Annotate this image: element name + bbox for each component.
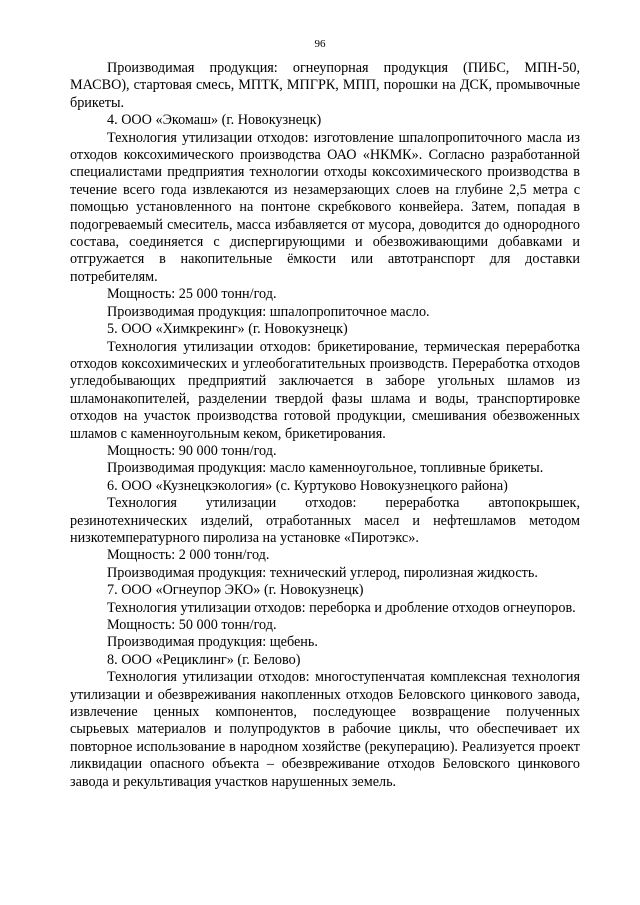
products-line: Производимая продукция: щебень. [107, 634, 318, 651]
paragraph: Технология утилизации отходов: переборка и дробление отходов огнеупоров. [107, 599, 576, 616]
section-heading: 5. ООО «Химкрекинг» (г. Новокузнецк) [107, 321, 348, 338]
paragraph: Технология утилизации отходов: изготовление шпалопропиточного масла из отходов коксохимического производства ОАО «НКМК». Согласно разработанной специалистами предприятия технологии отходы коксохимического производства в течение всего года извлекаются из незамерзающих слоев на глубине 2,5 метра с помощью установленного на понтоне скребкового конвейера. Затем, попадая в подогреваемый смеситель, масса избавляется от мусора, доводится до однородного состава, соединяется с диспергирующими и обезвоживающими добавками и отгружается в накопительные ёмкости или автотранспорт для доставки потребителям. [70, 129, 580, 285]
page-number: 96 [314, 38, 326, 50]
products-line: Производимая продукция: шпалопропиточное масло. [107, 303, 430, 320]
paragraph: Производимая продукция: огнеупорная продукция (ПИБС, МПН-50, МАСВО), стартовая смесь, МПТК, МПГРК, МПП, порошки на ДСК, промывочные брикеты. [70, 60, 580, 111]
section-heading: 8. ООО «Рециклинг» (г. Белово) [107, 651, 301, 668]
products-line: Производимая продукция: технический углерод, пиролизная жидкость. [107, 564, 538, 581]
products-line: Производимая продукция: масло каменноугольное, топливные брикеты. [107, 460, 544, 477]
paragraph: Технология утилизации отходов: переработка автопокрышек, резинотехнических изделий, отработанных масел и нефтешламов методом низкотемпературного пиролиза на установке «Пиротэкс». [70, 495, 580, 546]
paragraph: Технология утилизации отходов: многоступенчатая комплексная технология утилизации и обезвреживания накопленных отходов Беловского цинкового завода, извлечение ценных компонентов, последующее возвращение полученных сырьевых материалов и полупродуктов в рабочие циклы, что обеспечивает их повторное использование в народном хозяйстве (рекуперацию). Реализуется проект ликвидации опасного объекта – обезвреживание отходов Беловского цинкового завода и рекультивация участков нарушенных земель. [70, 669, 580, 790]
section-heading: 7. ООО «Огнеупор ЭКО» (г. Новокузнецк) [107, 582, 364, 599]
capacity-line: Мощность: 90 000 тонн/год. [107, 442, 277, 459]
section-heading: 6. ООО «Кузнецкэкология» (с. Куртуково Новокузнецкого района) [107, 477, 508, 494]
capacity-line: Мощность: 25 000 тонн/год. [107, 286, 277, 303]
paragraph: Технология утилизации отходов: брикетирование, термическая переработка отходов коксохимических и углеобогатительных производств. Переработка отходов угледобывающих предприятий заключается в заборе угольных шламов из шламонакопителей, разделении твердой фазы шлама и воды, транспортировке отходов на участок производства готовой продукции, смешивания обезвоженных шламов с каменноугольным кеком, брикетирования. [70, 338, 580, 442]
body-text [70, 60, 580, 791]
capacity-line: Мощность: 2 000 тонн/год. [107, 547, 270, 564]
section-heading: 4. ООО «Экомаш» (г. Новокузнецк) [107, 112, 322, 129]
capacity-line: Мощность: 50 000 тонн/год. [107, 617, 277, 633]
